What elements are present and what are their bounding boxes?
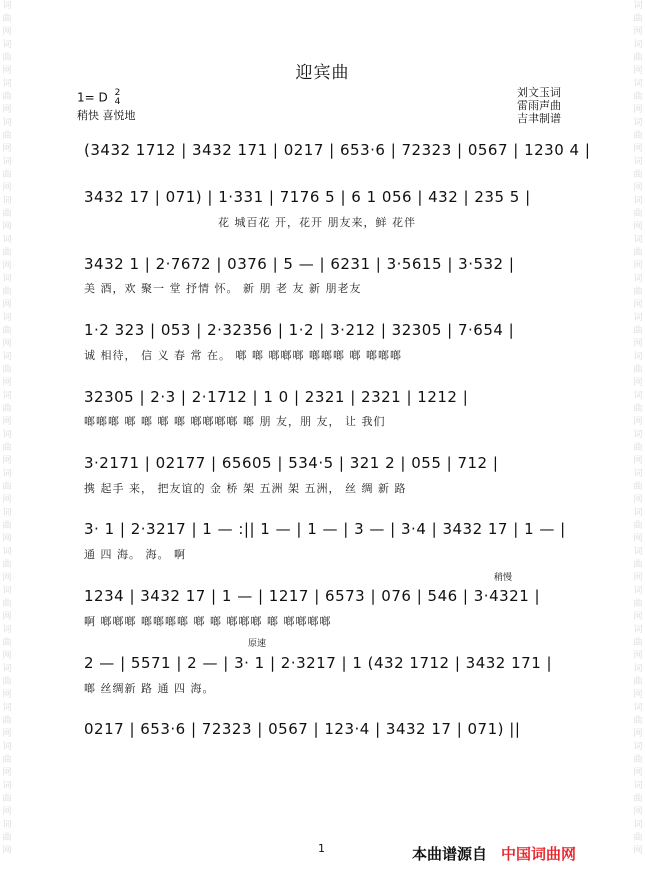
watermark-glyph: 网 [633, 27, 643, 37]
watermark-glyph: 曲 [633, 716, 643, 726]
watermark-glyph: 曲 [2, 170, 12, 180]
tempo-marking: 稍快 喜悦地 [77, 109, 136, 122]
key-signature [77, 89, 120, 107]
watermark-glyph: 词 [633, 235, 643, 245]
notation-line-7: 3· 1 | 2·3217 | 1 — :|| 1 — | 1 — | 3 — | 3·4 | 3432 17 | 1 — | [84, 520, 566, 538]
watermark-glyph: 词 [2, 781, 12, 791]
watermark-glyph: 词 [633, 664, 643, 674]
watermark-glyph: 网 [2, 27, 12, 37]
watermark-glyph: 网 [2, 690, 12, 700]
watermark-glyph: 曲 [633, 404, 643, 414]
watermark-glyph: 词 [2, 352, 12, 362]
watermark-glyph: 曲 [2, 833, 12, 843]
watermark-glyph: 曲 [633, 92, 643, 102]
watermark-glyph: 曲 [2, 443, 12, 453]
watermark-glyph: 网 [2, 261, 12, 271]
song-title: 迎宾曲 [295, 63, 350, 83]
watermark-glyph: 网 [2, 495, 12, 505]
watermark-glyph: 网 [633, 729, 643, 739]
watermark-glyph: 网 [2, 846, 12, 856]
watermark-glyph: 曲 [633, 326, 643, 336]
credits [517, 86, 561, 125]
watermark-glyph: 曲 [633, 248, 643, 258]
watermark-glyph: 网 [633, 573, 643, 583]
watermark-glyph: 曲 [2, 794, 12, 804]
watermark-glyph: 曲 [633, 833, 643, 843]
notation-line-8: 1234 | 3432 17 | 1 — | 1217 | 6573 | 076 | 546 | 3·4321 | [84, 587, 541, 605]
watermark-glyph: 网 [2, 183, 12, 193]
watermark-glyph: 曲 [633, 638, 643, 648]
watermark-glyph: 曲 [633, 599, 643, 609]
watermark-glyph: 词 [2, 547, 12, 557]
watermark-glyph: 词 [633, 586, 643, 596]
tempo-original-mark: 原速 [248, 639, 267, 649]
watermark-glyph: 网 [633, 300, 643, 310]
watermark-glyph: 词 [633, 742, 643, 752]
watermark-glyph: 曲 [2, 599, 12, 609]
watermark-glyph: 网 [633, 651, 643, 661]
watermark-glyph: 词 [633, 781, 643, 791]
watermark-glyph: 网 [2, 105, 12, 115]
tempo-slower-mark: 稍慢 [494, 573, 513, 583]
watermark-glyph: 网 [2, 534, 12, 544]
watermark-glyph: 网 [2, 456, 12, 466]
lyric-line-6: 携 起手 来， 把友谊的 金 桥 架 五洲 架 五洲， 丝 绸 新 路 [84, 482, 407, 495]
watermark-glyph: 曲 [2, 560, 12, 570]
watermark-glyph: 词 [633, 118, 643, 128]
source-site-link[interactable]: 中国词曲网 [501, 845, 577, 863]
watermark-glyph: 曲 [633, 521, 643, 531]
time-signature [115, 89, 121, 107]
watermark-glyph: 网 [633, 690, 643, 700]
watermark-glyph: 曲 [2, 365, 12, 375]
lyric-line-3: 美 酒，欢 聚一 堂 抒情 怀。 新 朋 老 友 新 朋老友 [84, 282, 362, 295]
notation-line-1: (3432 1712 | 3432 171 | 0217 | 653·6 | 72323 | 0567 | 1230 4 | [84, 141, 591, 159]
watermark-glyph: 词 [633, 274, 643, 284]
watermark-glyph: 曲 [2, 755, 12, 765]
watermark-glyph: 网 [2, 339, 12, 349]
watermark-glyph: 词 [2, 703, 12, 713]
watermark-glyph: 网 [2, 807, 12, 817]
watermark-glyph: 网 [2, 300, 12, 310]
watermark-glyph: 曲 [2, 638, 12, 648]
watermark-glyph: 曲 [633, 14, 643, 24]
source-credit [412, 843, 576, 864]
watermark-glyph: 网 [2, 378, 12, 388]
time-bottom: 4 [114, 97, 121, 107]
watermark-glyph: 网 [633, 105, 643, 115]
lyric-line-2: 花 城百花 开，花开 朋友来，鲜 花伴 [218, 216, 416, 229]
watermark-glyph: 网 [633, 807, 643, 817]
watermark-glyph: 网 [633, 222, 643, 232]
watermark-glyph: 网 [633, 378, 643, 388]
watermark-glyph: 词 [2, 391, 12, 401]
notation-line-3: 3432 1 | 2·7672 | 0376 | 5 — | 6231 | 3·5615 | 3·532 | [84, 255, 515, 273]
watermark-glyph: 曲 [633, 794, 643, 804]
lyric-line-5: 啷啷啷 啷 啷 啷 啷 啷啷啷啷 啷 朋 友，朋 友， 让 我们 [84, 415, 386, 428]
watermark-glyph: 网 [2, 651, 12, 661]
watermark-glyph: 网 [2, 612, 12, 622]
watermark-glyph: 词 [633, 430, 643, 440]
watermark-glyph: 词 [633, 508, 643, 518]
notation-line-6: 3·2171 | 02177 | 65605 | 534·5 | 321 2 | 055 | 712 | [84, 454, 499, 472]
watermark-glyph: 曲 [633, 755, 643, 765]
watermark-glyph: 曲 [2, 248, 12, 258]
watermark-glyph: 曲 [2, 209, 12, 219]
watermark-glyph: 词 [2, 1, 12, 11]
watermark-glyph: 词 [2, 40, 12, 50]
watermark-glyph: 曲 [2, 521, 12, 531]
notation-line-2: 3432 17 | 071) | 1·331 | 7176 5 | 6 1 056 | 432 | 235 5 | [84, 188, 531, 206]
watermark-right [631, 0, 645, 891]
watermark-glyph: 词 [2, 79, 12, 89]
watermark-glyph: 网 [633, 768, 643, 778]
watermark-glyph: 曲 [633, 365, 643, 375]
watermark-glyph: 曲 [633, 209, 643, 219]
lyric-line-8: 啊 啷啷啷 啷啷啷啷 啷 啷 啷啷啷 啷 啷啷啷啷 [84, 615, 332, 628]
watermark-glyph: 曲 [2, 716, 12, 726]
watermark-glyph: 网 [2, 768, 12, 778]
watermark-glyph: 词 [633, 469, 643, 479]
notation-line-10: 0217 | 653·6 | 72323 | 0567 | 123·4 | 3432 17 | 071) || [84, 720, 521, 738]
watermark-glyph: 词 [2, 469, 12, 479]
watermark-glyph: 词 [2, 313, 12, 323]
watermark-glyph: 词 [633, 820, 643, 830]
watermark-glyph: 词 [633, 391, 643, 401]
watermark-glyph: 词 [633, 1, 643, 11]
watermark-glyph: 网 [633, 66, 643, 76]
watermark-left [0, 0, 14, 891]
watermark-glyph: 网 [633, 417, 643, 427]
watermark-glyph: 曲 [633, 131, 643, 141]
watermark-glyph: 词 [2, 625, 12, 635]
watermark-glyph: 词 [633, 196, 643, 206]
watermark-glyph: 曲 [2, 677, 12, 687]
watermark-glyph: 词 [2, 196, 12, 206]
watermark-glyph: 网 [633, 339, 643, 349]
watermark-glyph: 网 [633, 612, 643, 622]
watermark-glyph: 词 [2, 508, 12, 518]
watermark-glyph: 网 [2, 66, 12, 76]
watermark-glyph: 曲 [2, 14, 12, 24]
watermark-glyph: 词 [633, 40, 643, 50]
watermark-glyph: 网 [2, 573, 12, 583]
watermark-glyph: 词 [2, 118, 12, 128]
watermark-glyph: 曲 [633, 443, 643, 453]
key-label: 1= D [77, 90, 108, 105]
lyric-line-7: 通 四 海。 海。 啊 [84, 548, 186, 561]
watermark-glyph: 曲 [2, 482, 12, 492]
watermark-glyph: 词 [633, 703, 643, 713]
watermark-glyph: 曲 [2, 326, 12, 336]
lyricist: 刘文玉词 [517, 86, 561, 99]
watermark-glyph: 网 [2, 222, 12, 232]
lyric-line-9: 啷 丝绸新 路 通 四 海。 [84, 682, 215, 695]
notation-line-5: 32305 | 2·3 | 2·1712 | 1 0 | 2321 | 2321 | 1212 | [84, 388, 469, 406]
source-label: 本曲谱源自 [412, 845, 488, 863]
watermark-glyph: 词 [2, 235, 12, 245]
watermark-glyph: 网 [633, 261, 643, 271]
watermark-glyph: 网 [2, 144, 12, 154]
watermark-glyph: 网 [633, 144, 643, 154]
watermark-glyph: 曲 [2, 53, 12, 63]
watermark-glyph: 曲 [2, 92, 12, 102]
watermark-glyph: 网 [633, 456, 643, 466]
watermark-glyph: 曲 [633, 482, 643, 492]
watermark-glyph: 词 [633, 313, 643, 323]
watermark-glyph: 词 [633, 157, 643, 167]
notation-line-4: 1·2 323 | 053 | 2·32356 | 1·2 | 3·212 | 32305 | 7·654 | [84, 321, 515, 339]
watermark-glyph: 词 [2, 742, 12, 752]
watermark-glyph: 词 [2, 157, 12, 167]
composer: 雷雨声曲 [517, 99, 561, 112]
watermark-glyph: 曲 [633, 53, 643, 63]
watermark-glyph: 网 [2, 729, 12, 739]
watermark-glyph: 网 [633, 534, 643, 544]
watermark-glyph: 网 [633, 183, 643, 193]
watermark-glyph: 词 [2, 664, 12, 674]
watermark-glyph: 词 [2, 430, 12, 440]
lyric-line-4: 诚 相待， 信 义 春 常 在。 啷 啷 啷啷啷 啷啷啷 啷 啷啷啷 [84, 349, 402, 362]
watermark-glyph: 曲 [633, 677, 643, 687]
time-top: 2 [114, 88, 121, 98]
watermark-glyph: 词 [2, 820, 12, 830]
watermark-glyph: 曲 [633, 560, 643, 570]
watermark-glyph: 网 [2, 417, 12, 427]
watermark-glyph: 词 [633, 547, 643, 557]
watermark-glyph: 词 [633, 79, 643, 89]
watermark-glyph: 网 [633, 495, 643, 505]
watermark-glyph: 词 [633, 625, 643, 635]
watermark-glyph: 曲 [633, 287, 643, 297]
transcriber: 吉聿制谱 [517, 112, 561, 125]
page-number: 1 [318, 842, 325, 855]
watermark-glyph: 曲 [2, 404, 12, 414]
watermark-glyph: 曲 [633, 170, 643, 180]
notation-line-9: 2 — | 5571 | 2 — | 3· 1 | 2·3217 | 1 (432 1712 | 3432 171 | [84, 654, 553, 672]
watermark-glyph: 曲 [2, 287, 12, 297]
watermark-glyph: 词 [2, 274, 12, 284]
watermark-glyph: 词 [633, 352, 643, 362]
watermark-glyph: 词 [2, 586, 12, 596]
watermark-glyph: 网 [633, 846, 643, 856]
watermark-glyph: 曲 [2, 131, 12, 141]
